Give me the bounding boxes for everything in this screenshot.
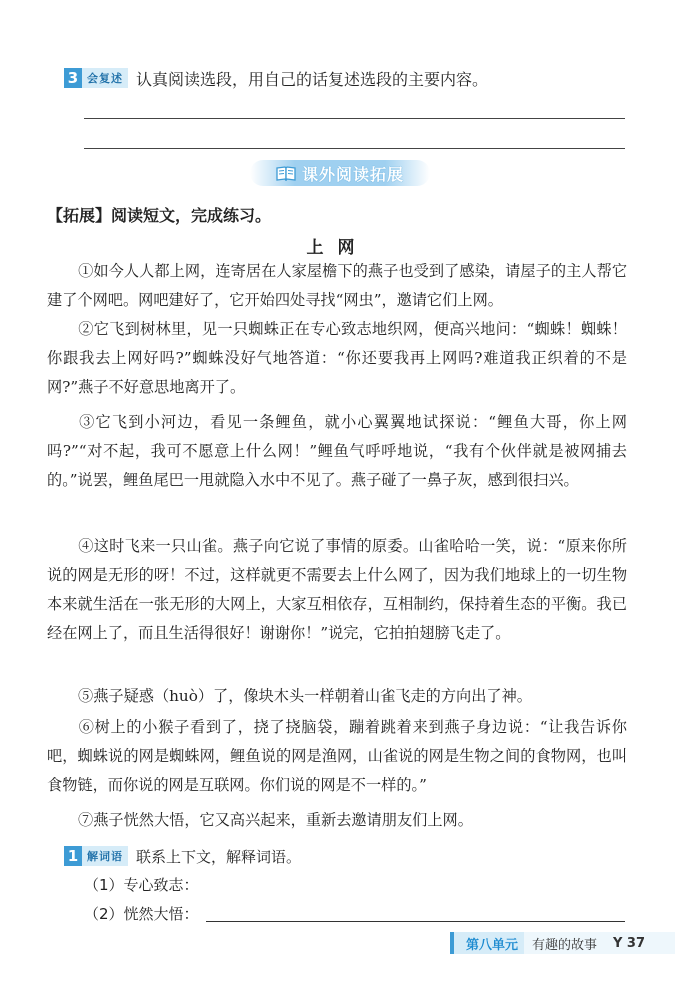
answer-line-1[interactable] <box>84 118 625 119</box>
story-title: 上网 <box>306 238 369 258</box>
story-paragraph-2: ②它飞到树林里，见一只蜘蛛正在专心致志地织网，便高兴地问：“蜘蛛！蜘蛛！你跟我去上网好吗?”蜘蛛没好气地答道：“你还要我再上网吗?难道我正织着的不是网?”燕子不好意思地离开了。 <box>47 320 627 396</box>
section-banner <box>250 160 430 186</box>
question-tag: 解词语 <box>82 846 128 866</box>
question-number: 1 <box>64 846 82 866</box>
page-number: Y 37 <box>605 932 675 954</box>
question-3-header <box>64 67 488 89</box>
answer-line-2[interactable] <box>84 148 625 149</box>
question-text: 认真阅读选段，用自己的话复述选段的主要内容。 <box>136 69 489 89</box>
answer-fill-line[interactable] <box>206 921 625 922</box>
unit-theme: 有趣的故事 <box>524 932 605 954</box>
open-book-icon <box>276 165 296 181</box>
question-tag: 会复述 <box>82 68 128 88</box>
question-item-2: （2）恍然大悟： <box>84 905 199 923</box>
question-item-1: （1）专心致志： <box>84 876 199 894</box>
story-paragraph-4: ④这时飞来一只山雀。燕子向它说了事情的原委。山雀哈哈一笑，说：“原来你所说的网是无形的呀！不过，这样就更不需要去上什么网了，因为我们地球上的一切生物本来就生活在一张无形的大网上，大家互相依存，互相制约，保持着生态的平衡。我已经在网上了，而且生活得很好！谢谢你！”说完，它拍拍翅膀飞走了。 <box>47 537 627 642</box>
story-paragraph-6: ⑥树上的小猴子看到了，挠了挠脑袋，蹦着跳着来到燕子身边说：“让我告诉你吧，蜘蛛说的网是蜘蛛网，鲤鱼说的网是渔网，山雀说的网是生物之间的食物网，也叫食物链，而你说的网是互联网。你们说的网是不一样的。” <box>47 718 627 794</box>
page-footer <box>450 932 675 954</box>
banner-title: 课外阅读拓展 <box>301 164 404 184</box>
story-paragraph-1: ①如今人人都上网，连寄居在人家屋檐下的燕子也受到了感染，请屋子的主人帮它建了个网吧。网吧建好了，它开始四处寻找“网虫”，邀请它们上网。 <box>47 262 627 309</box>
question-text: 联系上下文，解释词语。 <box>136 847 302 866</box>
story-paragraph-3: ③它飞到小河边，看见一条鲤鱼，就小心翼翼地试探说：“鲤鱼大哥，你上网吗?”“对不起，我可不愿意上什么网！”鲤鱼气呼呼地说，“我有个伙伴就是被网捕去的。”说罢，鲤鱼尾巴一甩就隐入水中不见了。燕子碰了一鼻子灰，感到很扫兴。 <box>47 413 627 489</box>
question-number: 3 <box>64 68 82 88</box>
unit-label: 第八单元 <box>450 932 524 954</box>
question-1-header <box>64 845 301 867</box>
extension-instruction: 【拓展】阅读短文，完成练习。 <box>47 206 272 225</box>
story-paragraph-5: ⑤燕子疑惑（huò）了，像块木头一样朝着山雀飞走的方向出了神。 <box>78 687 532 705</box>
story-paragraph-7: ⑦燕子恍然大悟，它又高兴起来，重新去邀请朋友们上网。 <box>78 811 473 829</box>
